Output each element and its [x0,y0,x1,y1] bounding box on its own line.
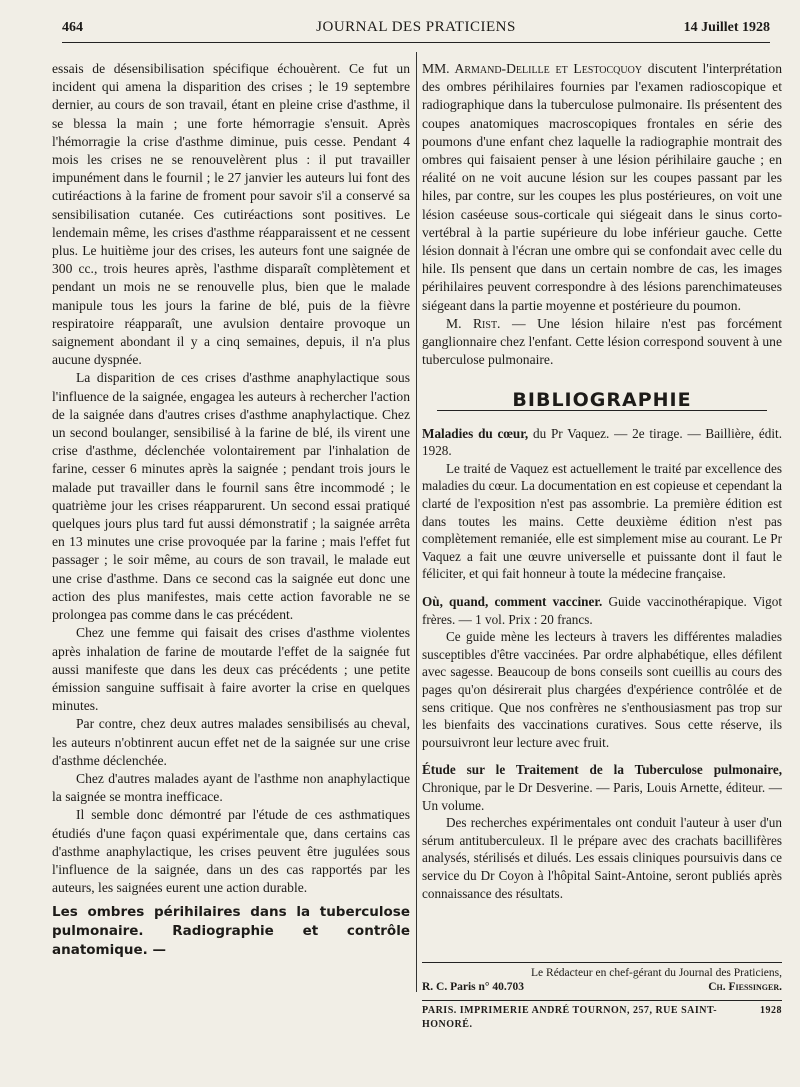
editor-line: Le Rédacteur en chef-gérant du Journal des Praticiens, [531,967,782,979]
bib-entry-body: Des recherches expérimentales ont conduit l'auteur à user d'un sérum antituberculeux. Il le prépare avec des crachats bacillifères analysés, stérilisés et dilués. Les essais cliniques poursuivis dans ce service du Dr Coyon à l'hôpital Saint-Antoine, seront publiés après connaissance des résultats. [422,815,782,901]
editor-name: Ch. Fiessinger. [708,981,782,993]
paragraph-text: discutent l'interprétation des ombres périhilaires fournies par l'examen radioscopique et radiographique dans la tuberculose pulmonaire. Ils présentent des coupes anatomiques macroscopiques frontales en série des poumons d'une enfant chez laquelle la radiographie montrait des ombres qui faisaient penser à une lésion périhilaire gauche ; en réalité on ne voit aucune lésion sur les coupes passant par les hiles, par contre, sur les coupes les plus postérieures, on voit une lésion caséeuse sous-corticale qui siégeait dans le sinus corto-vertébral à la partie supérieure du lobe inférieur gauche. Cette lésion donnait à l'écran une ombre qui se confondait avec celle du hile. Ils pensent que dans un certain nombre de cas, les images périhilaires peuvent correspondre à des lésions parenchimateuses siégeant dans la partie moyenne et postérieure du poumon. [422,61,782,313]
paragraph: La disparition de ces crises d'asthme anaphylactique sous l'influence de la saignée, engagea les auteurs à rechercher l'action de la saignée dans d'autres crises d'asthme anaphylactique. Chez un second boulanger, sensibilisé à la farine de blé, ils virent une crise d'asthme, déclenchée volontairement par l'inhalation de farine, cesser 6 minutes après la saignée ; pendant trois jours le malade put travailler dans le fournil sans être incommodé ; le quatrième jour les crises réapparurent. Un second essai pratiqué quelques jours plus tard fut aussi démonstratif ; la saignée arrêta en 13 minutes une crise provoquée par la farine ; mais l'effet fut passager ; le soir même, au cours de son travail, le malade eut une crise d'asthme. Dans ce second cas la saignée eut donc une action des plus manifestes, mais cette action favorable ne se prolongea pas comme dans le cas précédent. [52,370,410,623]
author-name: M. Rist. [446,315,501,331]
author-names: MM. Armand-Delille et Lestocquoy [422,61,643,76]
left-column [52,60,410,960]
page-footer [422,962,782,1032]
page-number: 464 [62,20,83,35]
paragraph [422,315,782,370]
right-column [422,60,782,902]
paragraph [422,60,782,315]
bib-entry-head [422,761,782,814]
paragraph: Chez d'autres malades ayant de l'asthme non anaphylactique la saignée se montra inefficace. [52,770,410,805]
registry-number: R. C. Paris n° 40.703 [422,981,525,993]
bib-entry-head [422,425,782,460]
bib-entry-title: Maladies du cœur, [422,425,529,441]
journal-title: JOURNAL DES PRATICIENS [316,19,516,35]
issue-date: 14 Juillet 1928 [683,20,770,35]
paragraph: Par contre, chez deux autres malades sensibilisés au cheval, les auteurs n'obtinrent aucun effet net de la saignée sur une crise d'asthme déclenchée. [52,716,410,768]
section-heading: Les ombres périhilaires dans la tuberculose pulmonaire. Radiographie et contrôle anatomique. — [52,904,410,959]
paragraph: essais de désensibilisation spécifique échouèrent. Ce fut un incident qui amena la disparition des crises ; le 19 septembre dernier, au cours de son travail, étant en pleine crise d'asthme, il se blessa la main ; une forte hémorragie s'ensuit. Après l'hémorragie la crise d'asthme diminue, puis cesse. Pendant 4 mois les crises ne se renouvelèrent plus : il put travailler impunément dans le fournil ; le 27 janvier les auteurs lui font des cutiréactions à la farine de froment pour savoir s'il a conservé sa sensibilisation cutanée. Ces cutiréactions sont positives. Le lendemain même, les crises d'asthme réapparaissent et ne cessent plus. Le huitième jour des crises, les auteurs font une saignée de 300 cc., trois heures après, l'asthme disparaît complètement et pendant un mois ne se renouvelle plus, bien que le malade manipule tous les jours la farine de blé, puis de la fièvre respiratoire réapparaît, une avulsion dentaire provoque un saignement abondant il y a cinq semaines, depuis, il n'a plus aucune dyspnée. [52,61,410,368]
bib-entry-meta: Guide vaccinothérapique. Vigot frères. — 1 vol. Prix : 20 francs. [422,594,782,627]
paragraph-text: — Une lésion hilaire n'est pas forcément ganglionnaire chez l'enfant. Cette lésion correspond souvent à une tuberculose pulmonaire. [422,315,782,368]
bib-entry-title: Étude sur le Traitement de la Tuberculose pulmonaire, [422,762,782,778]
paragraph: Il semble donc démontré par l'étude de ces asthmatiques étudiés d'une façon quasi expérimentale que, dans certains cas d'asthme anaphylactique, les crises peuvent être jugulées sous l'influence de la saignée, dans un des cas rapportés par les auteurs, les saignées eurent une action durable. [52,807,410,896]
bib-entry-title: Où, quand, comment vacciner. [422,594,603,609]
printer-address: PARIS. IMPRIMERIE ANDRÉ TOURNON, 257, RUE SAINT-HONORÉ. [422,1005,718,1030]
page-header [62,16,770,43]
bib-entry-meta: du Pr Vaquez. — 2e tirage. — Baillière, édit. 1928. [422,425,782,459]
paragraph: Chez une femme qui faisait des crises d'asthme violentes après inhalation de farine de moutarde l'effet de la saignée fut aussi manifeste que dans les deux cas précédents ; une petite émission sanguine suffisait à faire avorter la crise en quelques minutes. [52,625,410,714]
printer-year: 1928 [760,1005,782,1016]
bib-entry-head [422,593,782,628]
bib-entry-meta: Chronique, par le Dr Desverine. — Paris, Louis Arnette, éditeur. — Un volume. [422,779,782,813]
column-divider [416,52,417,992]
bibliography-header [422,391,782,410]
bibliography-list [422,425,782,902]
printer-line [422,1000,782,1032]
bib-entry-body: Ce guide mène les lecteurs à travers les différentes maladies susceptibles d'être vaccinées. Par ordre alphabétique, elles défilent avec sagesse. Beaucoup de bons conseils sont cueillis au cours des pages qu'on désirerait plus chargées d'expérience contrôlée et de sens critique. Que nos confrères ne s'enthousiasment pas trop sur les bienfaits des vaccinations curatives. Sous cette réserve, ils poursuivront leur lecture avec fruit. [422,629,782,750]
bib-entry-body: Le traité de Vaquez est actuellement le traité par excellence des maladies du cœur. La documentation en est copieuse et cependant la clarté de l'exposition n'est pas assombrie. La première édition est dans toutes les mains. Cette deuxième édition n'est pas complètement remaniée, elle est simplement mise au courant. Le Pr Vaquez a fait une œuvre universelle et puissante dont il faut le féliciter, et qui fait honneur à toute la médecine française. [422,460,782,582]
editor-row [422,980,782,994]
bibliography-heading: BIBLIOGRAPHIE [512,389,692,412]
